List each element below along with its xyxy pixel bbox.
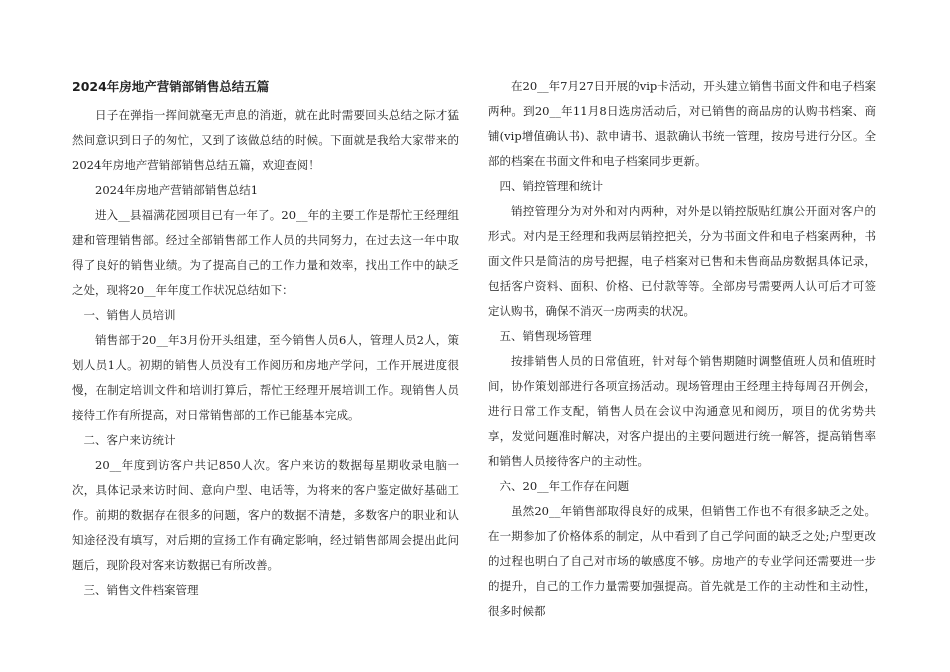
right-column — [488, 74, 876, 624]
paragraph-overview: 进入__县福满花园项目已有一年了。20__年的主要工作是帮忙王经理组建和管理销售部。经过全部销售部工作人员的共同努力，在过去这一年中取得了良好的销售业绩。为了提高自己的工作力量和效率，找出工作中的缺乏之处，现将20__年年度工作状况总结如下： — [72, 208, 459, 297]
paragraph-problems: 虽然20__年销售部取得良好的成果，但销售工作也不有很多缺乏之处。在一期参加了价格体系的制定，从中看到了自己学问面的缺乏之处;户型更改的过程也明白了自己对市场的敏感度不够。房地产的专业学问还需要进一步的提升，自己的工作力量需要加强提高。首先就是工作的主动性和主动性，很多时候都 — [488, 504, 876, 618]
section-heading-1: 一、销售人员培训 — [83, 308, 176, 322]
subtitle-summary-1: 2024年房地产营销部销售总结1 — [95, 183, 259, 197]
paragraph-sales-control: 销控管理分为对外和对内两种，对外是以销控版贴红旗公开面对客户的形式。对内是王经理和我两层销控把关，分为书面文件和电子档案两种，书面文件只是简洁的房号把握，电子档案对已售和未售商品房数据具体记录，包括客户资料、面积、价格、已付款等等。全部房号需要两人认可后才可签定认购书，确保不消灭一房两卖的状况。 — [488, 204, 876, 318]
paragraph-archives: 在20__年7月27日开展的vip卡活动，开头建立销售书面文件和电子档案两种。到20__年11月8日选房活动后，对已销售的商品房的认购书档案、商铺(vip增值确认书)、款申请书、退款确认书统一管理，按房号进行分区。全部的档案在书面文件和电子档案同步更新。 — [488, 79, 876, 168]
section-heading-3: 三、销售文件档案管理 — [83, 583, 199, 597]
paragraph-onsite: 按排销售人员的日常值班，针对每个销售期随时调整值班人员和值班时间，协作策划部进行各项宣扬活动。现场管理由王经理主持每周召开例会，进行日常工作支配，销售人员在会议中沟通意见和阅历，项目的优劣势共享，发觉问题准时解决，对客户提出的主要问题进行统一解答，提高销售率和销售人员接待客户的主动性。 — [488, 354, 876, 468]
paragraph-training: 销售部于20__年3月份开头组建，至今销售人员6人，管理人员2人，策划人员1人。初期的销售人员没有工作阅历和房地产学问，工作开展进度很慢，在制定培训文件和培训打算后，帮忙王经理开展培训工作。现销售人员接待工作有所提高，对日常销售部的工作已能基本完成。 — [72, 333, 459, 422]
section-heading-4: 四、销控管理和统计 — [499, 179, 603, 193]
paragraph-intro: 日子在弹指一挥间就毫无声息的消逝，就在此时需要回头总结之际才猛然间意识到日子的匆忙，又到了该做总结的时候。下面就是我给大家带来的2024年房地产营销部销售总结五篇，欢迎查阅！ — [72, 108, 459, 172]
section-heading-2: 二、客户来访统计 — [83, 433, 176, 447]
document-title: 2024年房地产营销部销售总结五篇 — [72, 79, 270, 94]
section-heading-6: 六、20__年工作存在问题 — [499, 479, 630, 493]
left-column — [72, 74, 459, 603]
paragraph-visits: 20__年度到访客户共记850人次。客户来访的数据每星期收录电脑一次，具体记录来访时间、意向户型、电话等，为将来的客户鉴定做好基础工作。前期的数据存在很多的问题，客户的数据不清楚，多数客户的职业和认知途径没有填写，对后期的宣扬工作有确定影响，经过销售部周会提出此问题后，现阶段对客来访数据已有所改善。 — [72, 458, 459, 572]
section-heading-5: 五、销售现场管理 — [499, 329, 592, 343]
